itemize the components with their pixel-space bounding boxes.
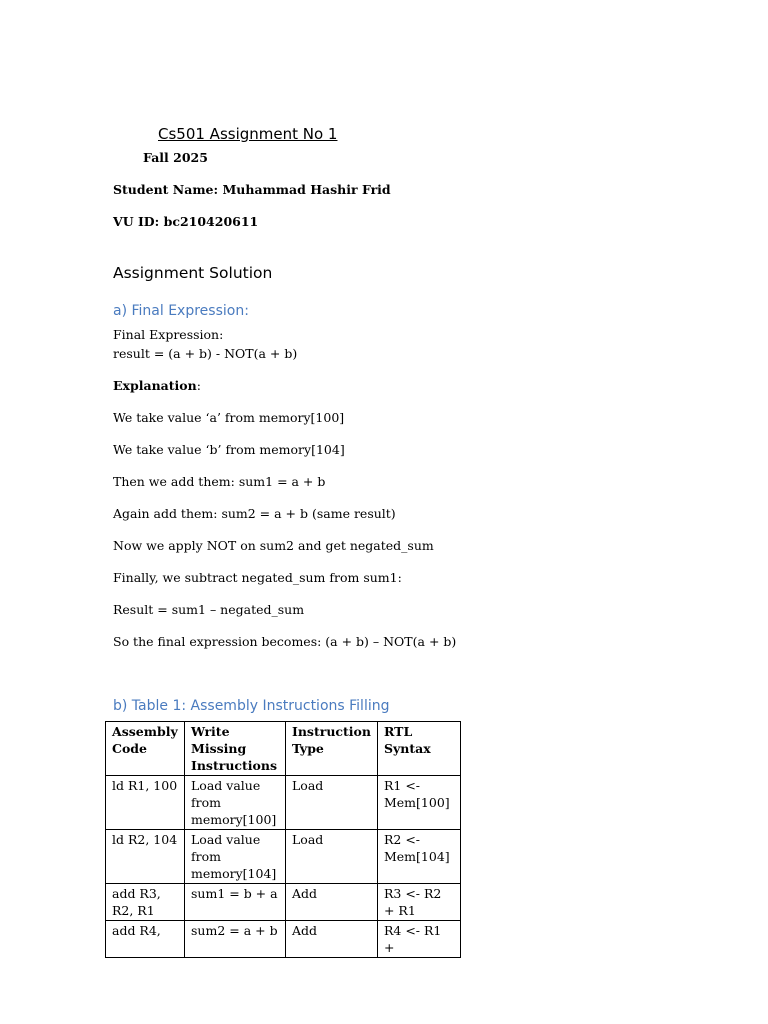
document-title: Cs501 Assignment No 1 xyxy=(158,125,338,143)
table-row xyxy=(106,884,461,921)
explanation-paragraph: We take value ‘b’ from memory[104] xyxy=(113,442,345,457)
solution-heading: Assignment Solution xyxy=(113,264,273,282)
table-row xyxy=(106,830,461,884)
explanation-paragraph: Result = sum1 – negated_sum xyxy=(113,602,305,617)
explanation-paragraph: Finally, we subtract negated_sum from sum1: xyxy=(113,570,402,585)
table-header-row xyxy=(106,722,461,776)
assembly-instructions-table xyxy=(105,721,461,958)
cell-instruction-type: Add xyxy=(286,884,378,921)
explanation-heading xyxy=(113,376,201,395)
header-instruction-type: Instruction Type xyxy=(286,722,378,776)
header-missing-instructions: Write Missing Instructions xyxy=(185,722,286,776)
cell-rtl-syntax: R1 <- Mem[100] xyxy=(377,776,460,830)
final-expression-label: Final Expression: xyxy=(113,327,224,342)
cell-assembly-code: add R3, R2, R1 xyxy=(106,884,185,921)
explanation-paragraph: So the final expression becomes: (a + b) – NOT(a + b) xyxy=(113,634,457,649)
cell-assembly-code: add R4, xyxy=(106,921,185,958)
header-rtl-syntax: RTL Syntax xyxy=(377,722,460,776)
cell-instruction-type: Load xyxy=(286,776,378,830)
cell-assembly-code: ld R2, 104 xyxy=(106,830,185,884)
section-a-heading: a) Final Expression: xyxy=(113,303,249,319)
cell-missing-instruction: Load value from memory[100] xyxy=(185,776,286,830)
vu-id: VU ID: bc210420611 xyxy=(113,214,259,229)
table-row xyxy=(106,776,461,830)
student-name: Student Name: Muhammad Hashir Frid xyxy=(113,182,391,197)
explanation-colon: : xyxy=(196,378,201,393)
cell-instruction-type: Load xyxy=(286,830,378,884)
table-row xyxy=(106,921,461,958)
cell-rtl-syntax: R4 <- R1 + xyxy=(377,921,460,958)
cell-missing-instruction: sum1 = b + a xyxy=(185,884,286,921)
final-expression-formula: result = (a + b) - NOT(a + b) xyxy=(113,346,298,361)
explanation-paragraph: We take value ‘a’ from memory[100] xyxy=(113,410,345,425)
header-assembly-code: Assembly Code xyxy=(106,722,185,776)
section-b-heading: b) Table 1: Assembly Instructions Filling xyxy=(113,698,390,714)
explanation-label: Explanation xyxy=(113,378,197,393)
cell-assembly-code: ld R1, 100 xyxy=(106,776,185,830)
cell-rtl-syntax: R3 <- R2 + R1 xyxy=(377,884,460,921)
cell-instruction-type: Add xyxy=(286,921,378,958)
term-label: Fall 2025 xyxy=(143,150,208,165)
explanation-paragraph: Again add them: sum2 = a + b (same result) xyxy=(113,506,396,521)
cell-rtl-syntax: R2 <- Mem[104] xyxy=(377,830,460,884)
explanation-paragraph: Now we apply NOT on sum2 and get negated_sum xyxy=(113,538,434,553)
explanation-paragraph: Then we add them: sum1 = a + b xyxy=(113,474,326,489)
cell-missing-instruction: sum2 = a + b xyxy=(185,921,286,958)
cell-missing-instruction: Load value from memory[104] xyxy=(185,830,286,884)
